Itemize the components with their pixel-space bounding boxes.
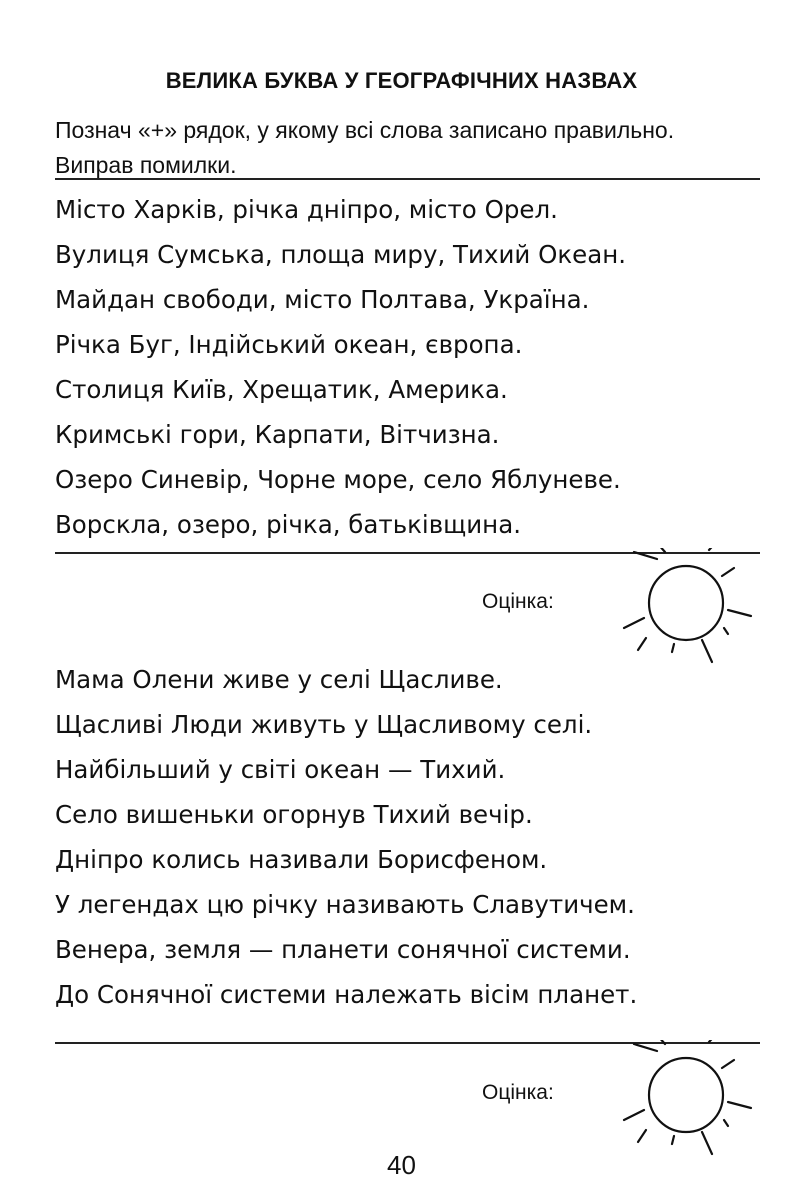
exercise-line[interactable]: Село вишеньки огорнув Тихий вечір. xyxy=(55,800,533,829)
page-number: 40 xyxy=(387,1150,416,1180)
exercise-line[interactable]: Кримські гори, Карпати, Вітчизна. xyxy=(55,420,500,449)
exercise-line[interactable]: Столиця Київ, Хрещатик, Америка. xyxy=(55,375,508,404)
exercise-line[interactable]: Річка Буг, Індійський океан, європа. xyxy=(55,330,523,359)
divider xyxy=(55,178,760,180)
exercise-line[interactable]: Майдан свободи, місто Полтава, Україна. xyxy=(55,285,590,314)
instruction-line-1: Познач «+» рядок, у якому всі слова записано правильно. xyxy=(55,117,675,143)
exercise-line[interactable]: Ворскла, озеро, річка, батьківщина. xyxy=(55,510,521,539)
exercise-2-lines xyxy=(55,657,775,1017)
exercise-line[interactable]: Найбільший у світі океан — Тихий. xyxy=(55,755,506,784)
exercise-line[interactable]: У легендах цю річку називають Славутичем. xyxy=(55,890,635,919)
exercise-line[interactable]: Вулиця Сумська, площа миру, Тихий Океан. xyxy=(55,240,627,269)
exercise-line[interactable]: Щасливі Люди живуть у Щасливому селі. xyxy=(55,710,593,739)
exercise-line[interactable]: Дніпро колись називали Борисфеном. xyxy=(55,845,548,874)
grade-label: Оцінка: xyxy=(482,1081,554,1104)
exercise-line[interactable]: До Сонячної системи належать вісім планет. xyxy=(55,980,638,1009)
grade-label: Оцінка: xyxy=(482,590,554,613)
exercise-line[interactable]: Місто Харків, річка дніпро, місто Орел. xyxy=(55,195,558,224)
exercise-line[interactable]: Венера, земля — планети сонячної системи. xyxy=(55,935,631,964)
page-title: ВЕЛИКА БУКВА У ГЕОГРАФІЧНИХ НАЗВАХ xyxy=(165,68,638,93)
instruction xyxy=(55,113,775,183)
instruction-line-2: Виправ помилки. xyxy=(55,152,237,178)
exercise-1-lines xyxy=(55,187,775,547)
exercise-line[interactable]: Мама Олени живе у селі Щасливе. xyxy=(55,665,503,694)
exercise-line[interactable]: Озеро Синевір, Чорне море, село Яблуневе. xyxy=(55,465,621,494)
